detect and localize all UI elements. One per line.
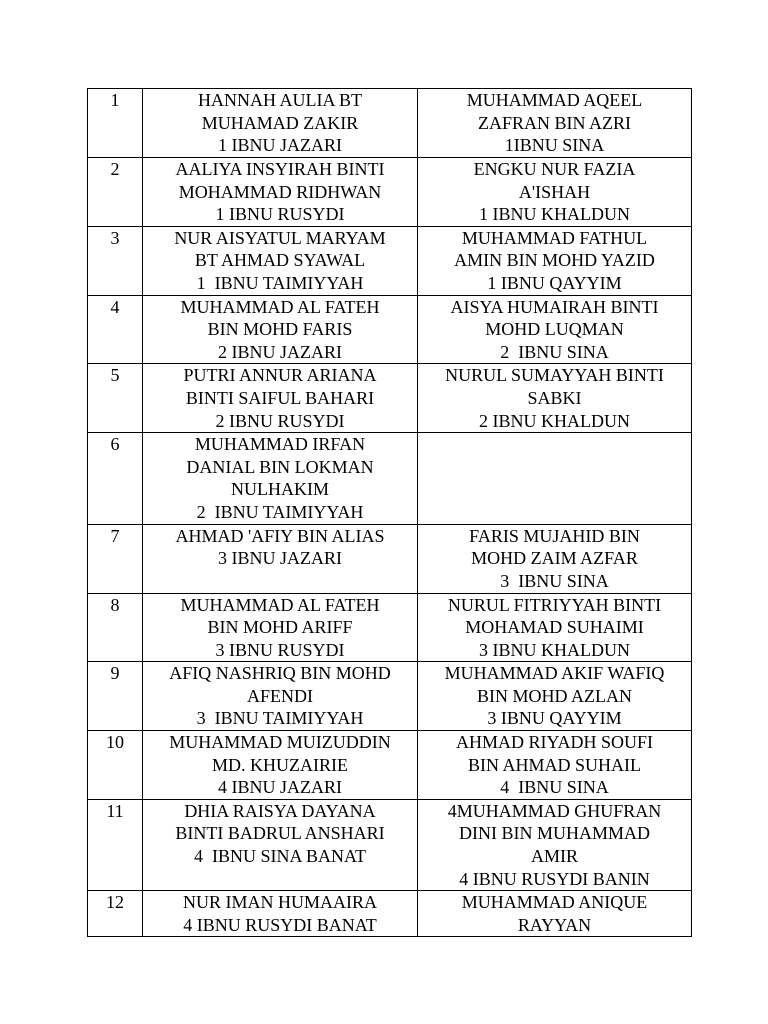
student-cell-right (418, 593, 692, 662)
student-entry-line: ZAFRAN BIN AZRI (477, 112, 631, 133)
student-entry-line: 4 IBNU JAZARI (218, 777, 342, 798)
student-cell-left (143, 158, 418, 227)
student-entry-line: 4 IBNU SINA (500, 777, 609, 798)
student-entry-line: 3 IBNU QAYYIM (487, 708, 622, 729)
student-entry-line: NURUL SUMAYYAH BINTI (445, 365, 664, 386)
student-entry-line: NULHAKIM (231, 479, 329, 500)
student-cell-right (418, 364, 692, 433)
student-entry-line: MOHD ZAIM AZFAR (471, 548, 638, 569)
student-entry-line: 3 IBNU KHALDUN (479, 639, 630, 660)
student-cell-left (143, 524, 418, 593)
student-entry-line: DANIAL BIN LOKMAN (186, 456, 374, 477)
student-entry-line: 2 IBNU KHALDUN (479, 410, 630, 431)
student-entry-line: 4 IBNU RUSYDI BANIN (459, 868, 650, 889)
student-entry-line: 1 IBNU KHALDUN (479, 204, 630, 225)
table-row (88, 226, 692, 295)
row-number: 12 (88, 891, 143, 937)
student-cell-left (143, 662, 418, 731)
student-entry-line: MOHD LUQMAN (485, 319, 624, 340)
student-entry-line: 3 IBNU RUSYDI (215, 639, 345, 660)
table-row (88, 364, 692, 433)
table-row (88, 891, 692, 937)
row-number: 6 (88, 433, 143, 524)
student-entry-line: ENGKU NUR FAZIA (473, 159, 636, 179)
row-number: 10 (88, 731, 143, 800)
student-cell-left (143, 593, 418, 662)
student-entry-line: 4 IBNU SINA BANAT (193, 846, 366, 867)
student-entry-line: AMIR (530, 846, 578, 867)
student-cell-left (143, 731, 418, 800)
student-entry-line: 2 IBNU RUSYDI (215, 410, 345, 431)
student-cell-right (418, 731, 692, 800)
student-cell-right (418, 226, 692, 295)
student-entry-line: BIN MOHD FARIS (207, 319, 353, 340)
student-entry-line: AHMAD 'AFIY BIN ALIAS (175, 525, 385, 546)
student-entry-line: MD. KHUZAIRIE (212, 754, 348, 775)
student-entry-line: 1 IBNU QAYYIM (487, 272, 622, 293)
student-entry-line: BIN AHMAD SUHAIL (467, 754, 641, 775)
student-roster-table (87, 88, 692, 937)
student-entry-line: AFIQ NASHRIQ BIN MOHD (169, 663, 391, 684)
student-entry-line: BIN MOHD ARIFF (207, 617, 353, 638)
student-entry-line: MUHAMMAD AL FATEH (180, 296, 380, 317)
student-cell-right (418, 524, 692, 593)
student-entry-line: MOHAMAD SUHAIMI (465, 617, 644, 638)
student-cell-left (143, 891, 418, 937)
student-cell-right (418, 891, 692, 937)
student-entry-line: MUHAMMAD ANIQUE (461, 892, 648, 913)
row-number: 8 (88, 593, 143, 662)
student-entry-line: MUHAMAD ZAKIR (201, 112, 359, 133)
row-number: 9 (88, 662, 143, 731)
student-entry-line: AISYA HUMAIRAH BINTI (450, 296, 659, 317)
student-entry-line: 2 IBNU TAIMIYYAH (196, 501, 364, 522)
student-entry-line: NUR IMAN HUMAAIRA (182, 892, 377, 913)
student-entry-line: AALIYA INSYIRAH BINTI (175, 159, 385, 179)
row-number: 7 (88, 524, 143, 593)
student-cell-left (143, 295, 418, 364)
student-entry-line: BINTI BADRUL ANSHARI (175, 823, 385, 844)
table-row (88, 799, 692, 890)
student-cell-left (143, 799, 418, 890)
student-entry-line: BIN MOHD AZLAN (477, 685, 632, 706)
student-cell-right (418, 158, 692, 227)
table-row (88, 662, 692, 731)
student-entry-line: AMIN BIN MOHD YAZID (454, 250, 655, 271)
table-row (88, 433, 692, 524)
student-entry-line: A'ISHAH (518, 181, 591, 202)
student-entry-line: HANNAH AULIA BT (198, 90, 362, 110)
table-row (88, 158, 692, 227)
student-entry-line: 4MUHAMMAD GHUFRAN (447, 800, 662, 821)
student-entry-line: 3 IBNU SINA (500, 570, 609, 591)
row-number: 4 (88, 295, 143, 364)
row-number: 5 (88, 364, 143, 433)
student-cell-right (418, 799, 692, 890)
row-number: 2 (88, 158, 143, 227)
student-entry-line: MUHAMMAD IRFAN (194, 434, 366, 455)
table-row (88, 295, 692, 364)
student-entry-line: FARIS MUJAHID BIN (469, 525, 640, 546)
student-entry-line: 1 IBNU TAIMIYYAH (196, 272, 364, 293)
student-entry-line: MUHAMMAD AKIF WAFIQ (444, 663, 665, 684)
student-entry-line: BT AHMAD SYAWAL (194, 250, 366, 271)
student-cell-right (418, 89, 692, 158)
student-entry-line: 1 IBNU RUSYDI (215, 204, 345, 225)
student-entry-line: DHIA RAISYA DAYANA (184, 800, 376, 821)
student-entry-line: MUHAMMAD AL FATEH (180, 594, 380, 615)
student-entry-line: 3 IBNU JAZARI (218, 548, 342, 569)
student-entry-line: 3 IBNU TAIMIYYAH (196, 708, 364, 729)
student-entry-line: MUHAMMAD AQEEL (466, 90, 643, 110)
table-row (88, 731, 692, 800)
student-cell-left (143, 364, 418, 433)
student-cell-left (143, 89, 418, 158)
student-entry-line: AHMAD RIYADH SOUFI (455, 732, 653, 753)
student-cell-right (418, 662, 692, 731)
student-entry-line: AFENDI (247, 685, 313, 706)
student-entry-line: BINTI SAIFUL BAHARI (185, 387, 375, 408)
student-entry-line: 2 IBNU SINA (500, 341, 609, 362)
table-row (88, 524, 692, 593)
student-cell-right (418, 433, 692, 524)
student-entry-line: 1 IBNU JAZARI (218, 135, 342, 156)
student-entry-line: MOHAMMAD RIDHWAN (178, 181, 382, 202)
row-number: 3 (88, 226, 143, 295)
student-entry-line: 2 IBNU JAZARI (218, 341, 342, 362)
roster-table-body (88, 89, 692, 937)
student-cell-left (143, 226, 418, 295)
row-number: 1 (88, 89, 143, 158)
student-entry-line: MUHAMMAD MUIZUDDIN (169, 732, 391, 753)
student-cell-right (418, 295, 692, 364)
student-entry-line: NUR AISYATUL MARYAM (174, 227, 386, 248)
student-entry-line: RAYYAN (517, 914, 592, 935)
row-number: 11 (88, 799, 143, 890)
student-entry-line: SABKI (527, 387, 582, 408)
student-entry-line: 1IBNU SINA (504, 135, 605, 156)
student-entry-line: MUHAMMAD FATHUL (461, 227, 648, 248)
student-entry-line: PUTRI ANNUR ARIANA (183, 365, 377, 386)
student-cell-left (143, 433, 418, 524)
student-entry-line: DINI BIN MUHAMMAD (459, 823, 650, 844)
student-entry-line: 4 IBNU RUSYDI BANAT (183, 914, 377, 935)
table-row (88, 593, 692, 662)
student-entry-line: NURUL FITRIYYAH BINTI (447, 594, 662, 615)
table-row (88, 89, 692, 158)
